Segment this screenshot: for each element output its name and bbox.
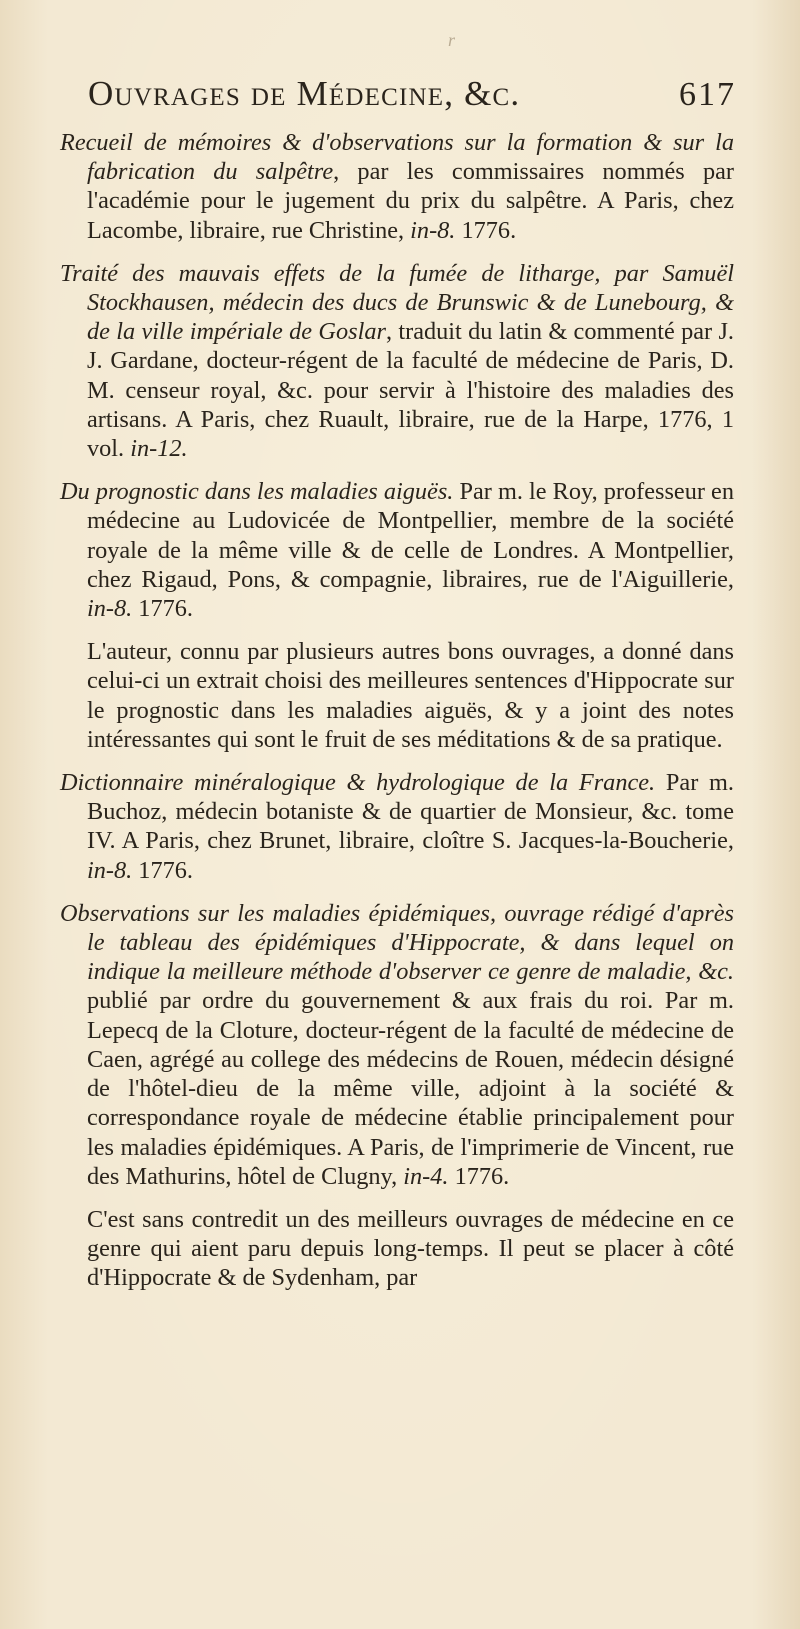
entry-format: in-4.: [403, 1162, 449, 1190]
entry-title: Recueil de mémoires & d'observations sur la formation & sur la fabrication du salpêtre: [60, 129, 734, 186]
bibliography-entry: [60, 128, 734, 245]
entry-title: Du prognostic dans les maladies aiguës.: [60, 478, 454, 506]
bibliography-entry: [60, 477, 734, 623]
page-body: [60, 128, 734, 1307]
entry-year: 1776.: [454, 1162, 510, 1190]
entry-title: Traité des mauvais effets de la fumée de litharge, par Samuël Stockhausen, médecin des ducs de Brunswic & de Lunebourg, & de la ville impériale de Goslar: [60, 259, 734, 346]
running-title: Ouvrages de Médecine, &c.: [88, 74, 521, 113]
bibliography-entry: [60, 899, 734, 1191]
entry-format: in-8.: [410, 216, 456, 244]
entry-text: , par les commissaires nommés par l'académie pour le jugement du prix du salpêtre. A Paris, chez Lacombe, libraire, rue Christine,: [87, 158, 734, 244]
entry-text: Par m. Buchoz, médecin botaniste & de quartier de Monsieur, &c. tome IV. A Paris, chez Brunet, libraire, cloître S. Jacques-la-Boucherie,: [87, 769, 735, 855]
bibliography-entry: [60, 768, 734, 885]
entry-title: Dictionnaire minéralogique & hydrologique de la France.: [60, 769, 656, 797]
commentary-paragraph: L'auteur, connu par plusieurs autres bons ouvrages, a donné dans celui-ci un extrait choisi des meilleures sentences d'Hippocrate sur le prognostic dans les maladies aiguës, & y a joint des notes intéressantes qui sont le fruit de ses méditations & de sa pratique.: [87, 638, 734, 753]
entry-format: in-12.: [130, 435, 188, 463]
entry-format: in-8.: [87, 595, 133, 623]
bibliography-entry: [60, 259, 734, 463]
entry-title: Observations sur les maladies épidémiques, ouvrage rédigé d'après le tableau des épidémiques d'Hippocrate, & dans lequel on indique la meilleure méthode d'observer ce genre de maladie, &c.: [60, 899, 734, 986]
entry-text: , traduit du latin & commenté par J. J. Gardane, docteur-régent de la faculté de médecine de Paris, D. M. censeur royal, &c. pour servir à l'histoire des maladies des artisans. A Paris, chez Ruault, libraire, rue de la Harpe, 1776, 1 vol.: [87, 318, 735, 463]
commentary-paragraph: C'est sans contredit un des meilleurs ouvrages de médecine en ce genre qui aient paru depuis long-temps. Il peut se placer à côté d'Hippocrate & de Sydenham, par: [87, 1205, 734, 1292]
entry-year: 1776.: [461, 216, 517, 244]
entry-text: Par m. le Roy, professeur en médecine au Ludovicée de Montpellier, membre de la société royale de la même ville & de celle de Londres. A Montpellier, chez Rigaud, Pons, & compagnie, libraires, rue de l'Aiguillerie,: [87, 478, 734, 593]
entry-year: 1776.: [138, 856, 193, 884]
top-ink-mark: r: [448, 30, 456, 50]
page-number: 617: [679, 76, 736, 113]
entry-text: publié par ordre du gouvernement & aux frais du roi. Par m. Lepecq de la Cloture, docteur-régent de la faculté de médecine de Caen, agrégé au college des médecins de Rouen, médecin désigné de l'hôtel-dieu de la même ville, adjoint à la société & correspondance royale de médecine établie principalement pour les maladies épidémiques. A Paris, de l'imprimerie de Vincent, rue des Mathurins, hôtel de Clugny,: [87, 987, 734, 1190]
page-header: [88, 74, 736, 118]
entry-format: in-8.: [87, 856, 133, 884]
entry-year: 1776.: [138, 595, 193, 623]
